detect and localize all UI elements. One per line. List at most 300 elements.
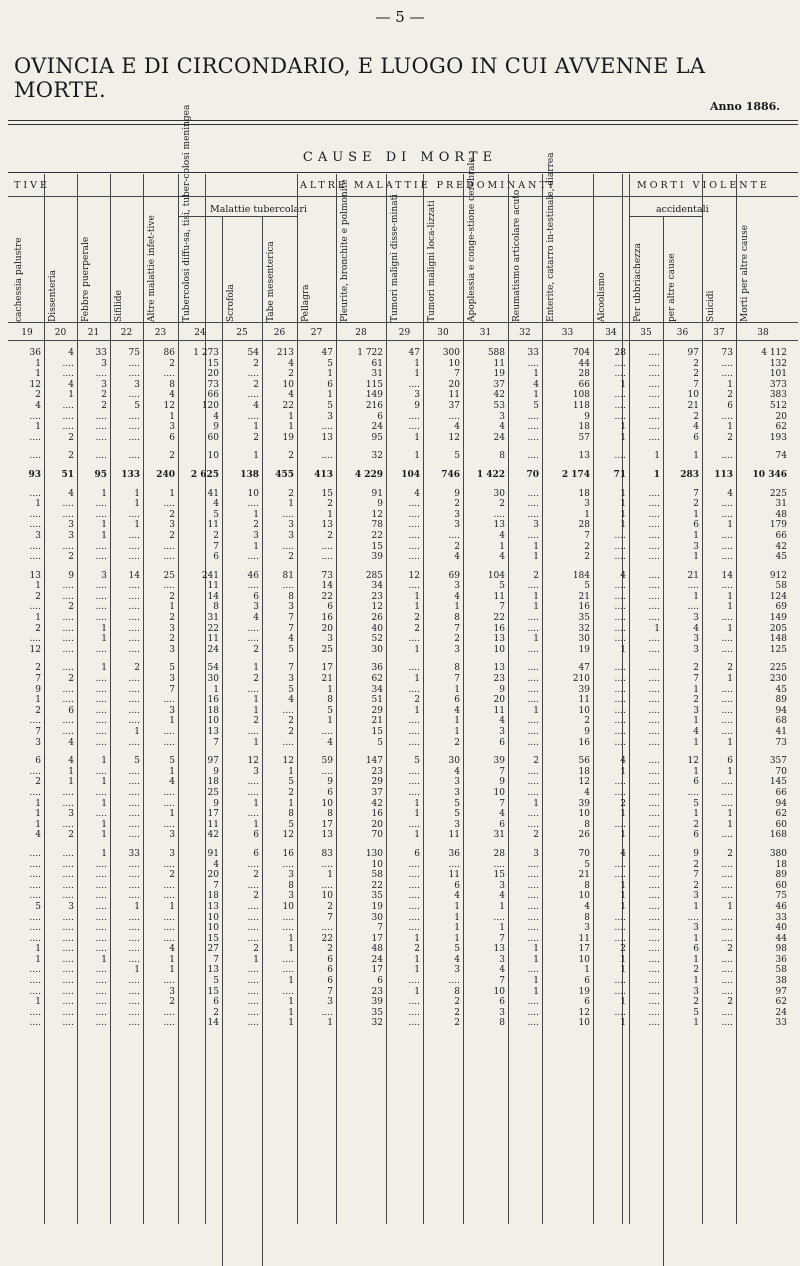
table-cell: 28 <box>578 369 590 380</box>
table-cell: .... <box>247 1018 259 1029</box>
table-cell: .... <box>687 912 699 923</box>
table-cell: .... <box>62 358 74 369</box>
column-label-29: Tumori maligni disse-minati <box>390 193 400 322</box>
table-cell: .... <box>648 727 660 737</box>
table-cell: 1 <box>693 451 699 462</box>
table-cell: 5 <box>288 819 294 830</box>
table-cell: 91 <box>207 848 219 859</box>
table-cell: 2 <box>68 451 74 462</box>
table-cell: .... <box>527 901 539 912</box>
table-cell: 24 <box>371 422 383 433</box>
table-cell: 33 <box>527 348 539 358</box>
table-cell: 1 <box>454 912 460 923</box>
table-cell: 3 <box>499 954 505 965</box>
table-cell: 1 <box>620 509 626 520</box>
table-cell: 1 <box>414 809 420 820</box>
table-cell: 5 <box>693 798 699 809</box>
table-cell: .... <box>95 986 107 997</box>
table-cell: 4 <box>454 705 460 716</box>
table-cell: 62 <box>775 809 787 820</box>
table-cell: .... <box>95 369 107 380</box>
table-cell: 8 <box>584 880 590 891</box>
table-cell: 2 <box>454 541 460 552</box>
table-cell: 2 <box>134 663 140 674</box>
table-cell: .... <box>648 705 660 716</box>
table-cell: .... <box>128 432 140 443</box>
table-cell: 9 <box>454 488 460 499</box>
table-cell: 3 <box>584 923 590 934</box>
table-row <box>10 581 790 592</box>
table-cell: 6 <box>327 379 333 390</box>
table-cell: .... <box>614 819 626 830</box>
table-cell: 1 <box>68 766 74 777</box>
table-cell: .... <box>721 552 733 563</box>
table-cell: 193 <box>769 432 787 443</box>
table-cell: 4 <box>68 756 74 767</box>
table-cell: 1 <box>533 954 539 965</box>
table-cell: 28 <box>493 848 505 859</box>
table-cell: .... <box>247 912 259 923</box>
table-cell: .... <box>721 859 733 870</box>
table-cell: 4 <box>414 488 420 499</box>
column-number-26: 26 <box>273 328 286 338</box>
table-cell: .... <box>29 870 41 881</box>
table-cell: 10 <box>578 705 590 716</box>
table-cell: .... <box>614 870 626 881</box>
table-cell: 1 <box>288 933 294 944</box>
table-cell: 13 <box>207 901 219 912</box>
table-cell: 6 <box>727 400 733 411</box>
table-cell: 16 <box>207 695 219 706</box>
table-cell: 16 <box>371 809 383 820</box>
table-cell: .... <box>648 954 660 965</box>
table-cell: .... <box>247 369 259 380</box>
table-cell: 1 <box>169 488 175 499</box>
table-cell: 8 <box>454 663 460 674</box>
table-cell: .... <box>648 891 660 902</box>
table-cell: .... <box>321 1007 333 1018</box>
table-cell: 1 <box>288 1018 294 1029</box>
table-cell: 34 <box>371 684 383 695</box>
column-number-38: 38 <box>757 328 769 338</box>
table-row <box>10 849 790 860</box>
table-cell: 2 <box>727 663 733 674</box>
table-cell: 1 <box>533 390 539 401</box>
header-rule <box>8 196 798 197</box>
table-cell: .... <box>128 390 140 401</box>
column-number-36: 36 <box>676 328 689 338</box>
table-cell: 3 <box>169 986 175 997</box>
table-row <box>10 1008 790 1019</box>
table-cell: .... <box>95 880 107 891</box>
table-cell: 1 <box>327 684 333 695</box>
table-cell: 11 <box>207 581 219 592</box>
table-cell: 11 <box>493 591 505 602</box>
table-cell: 13 <box>321 520 333 531</box>
table-cell: .... <box>62 369 74 380</box>
table-cell: 1 <box>454 716 460 727</box>
table-cell: 7 <box>454 369 460 380</box>
column-label-36: per altre cause <box>667 253 677 322</box>
table-cell: 9 <box>584 727 590 737</box>
table-cell: 2 <box>584 552 590 563</box>
table-cell: 51 <box>61 469 74 480</box>
table-cell: .... <box>95 859 107 870</box>
table-cell: 2 <box>101 400 107 411</box>
table-cell: 373 <box>769 379 787 390</box>
table-cell: 4 <box>499 422 505 433</box>
table-cell: 120 <box>201 400 219 411</box>
table-cell: .... <box>128 581 140 592</box>
table-cell: 31 <box>493 830 505 841</box>
table-cell: .... <box>128 954 140 965</box>
table-cell: 1 <box>620 997 626 1008</box>
table-cell: 2 <box>693 499 699 510</box>
table-cell: .... <box>648 859 660 870</box>
table-cell: 5 <box>288 684 294 695</box>
table-cell: .... <box>128 716 140 727</box>
table-cell: 455 <box>275 469 294 480</box>
table-cell: 59 <box>321 756 333 767</box>
section-left: TIVE <box>14 180 50 191</box>
table-cell: .... <box>62 581 74 592</box>
table-cell: 1 <box>253 737 259 748</box>
table-cell: 7 <box>499 976 505 987</box>
table-cell: 23 <box>371 591 383 602</box>
table-cell: .... <box>648 411 660 422</box>
table-cell: 33 <box>95 348 107 358</box>
column-label-23: Altre malattie infet-tive <box>147 215 157 322</box>
row-spacer <box>10 563 790 571</box>
table-cell: 10 <box>493 986 505 997</box>
column-number-19: 19 <box>21 328 33 338</box>
table-cell: .... <box>527 891 539 902</box>
table-cell: 4 <box>454 422 460 433</box>
table-cell: 3 <box>35 737 41 748</box>
table-cell: .... <box>527 358 539 369</box>
table-cell: 3 <box>499 1007 505 1018</box>
table-cell: 16 <box>321 613 333 624</box>
table-cell: .... <box>29 880 41 891</box>
table-cell: .... <box>128 737 140 748</box>
table-row <box>10 965 790 976</box>
table-cell: .... <box>408 520 420 531</box>
table-cell: 4 <box>454 766 460 777</box>
table-cell: .... <box>493 912 505 923</box>
table-cell: 6 <box>727 756 733 767</box>
table-cell: .... <box>95 422 107 433</box>
table-cell: 66 <box>775 787 787 798</box>
table-cell: 73 <box>207 379 219 390</box>
table-cell: .... <box>648 737 660 748</box>
table-cell: .... <box>247 787 259 798</box>
table-cell: 2 <box>584 541 590 552</box>
table-cell: 3 <box>327 411 333 422</box>
table-cell: .... <box>408 379 420 390</box>
table-cell: .... <box>29 848 41 859</box>
table-cell: .... <box>128 766 140 777</box>
table-cell: 1 <box>533 591 539 602</box>
table-row <box>10 870 790 881</box>
table-cell: .... <box>128 809 140 820</box>
table-cell: .... <box>128 830 140 841</box>
table-cell: .... <box>614 451 626 462</box>
table-cell: 4 <box>499 716 505 727</box>
table-cell: 9 <box>584 411 590 422</box>
table-cell: .... <box>95 695 107 706</box>
table-cell: .... <box>648 756 660 767</box>
table-cell: 1 <box>253 819 259 830</box>
table-cell: 2 <box>169 613 175 624</box>
column-label-37: Suicidi <box>706 290 716 322</box>
table-cell: .... <box>448 859 460 870</box>
table-cell: .... <box>128 634 140 645</box>
table-cell: 9 <box>499 777 505 788</box>
table-cell: 1 <box>253 663 259 674</box>
table-cell: 73 <box>775 737 787 748</box>
table-cell: .... <box>614 634 626 645</box>
table-cell: 1 <box>414 358 420 369</box>
table-cell: .... <box>527 766 539 777</box>
table-cell: .... <box>527 787 539 798</box>
table-cell: 17 <box>207 809 219 820</box>
table-cell: .... <box>408 777 420 788</box>
table-cell: 2 <box>288 716 294 727</box>
table-cell: 13 <box>493 520 505 531</box>
table-cell: 32 <box>578 623 590 634</box>
table-cell: 10 <box>493 644 505 655</box>
table-cell: 12 <box>282 830 294 841</box>
table-cell: 1 722 <box>357 348 383 358</box>
table-cell: 2 <box>693 695 699 706</box>
table-cell: 2 <box>213 1007 219 1018</box>
table-cell: .... <box>62 848 74 859</box>
table-cell: .... <box>648 1018 660 1029</box>
table-cell: .... <box>282 965 294 976</box>
table-cell: 6 <box>584 976 590 987</box>
table-cell: .... <box>282 912 294 923</box>
table-cell: 3 <box>533 848 539 859</box>
table-cell: .... <box>29 432 41 443</box>
table-cell: .... <box>128 422 140 433</box>
table-cell: .... <box>614 581 626 592</box>
table-cell: 2 <box>414 623 420 634</box>
table-cell: 2 <box>620 944 626 955</box>
table-cell: 75 <box>128 348 140 358</box>
table-cell: 22 <box>321 591 333 602</box>
table-row <box>10 645 790 656</box>
column-label-19: cachessia palustre <box>14 237 24 322</box>
table-cell: 7 <box>693 870 699 881</box>
table-cell: 2 <box>454 634 460 645</box>
table-cell: .... <box>282 705 294 716</box>
table-cell: 4 <box>620 756 626 767</box>
table-cell: 5 <box>288 777 294 788</box>
table-cell: 1 <box>101 634 107 645</box>
table-cell: 5 <box>533 400 539 411</box>
table-cell: 1 <box>454 933 460 944</box>
table-cell: .... <box>29 923 41 934</box>
table-row <box>10 401 790 412</box>
table-cell: 26 <box>371 613 383 624</box>
table-cell: .... <box>62 1007 74 1018</box>
table-cell: .... <box>648 901 660 912</box>
table-cell: 1 <box>727 520 733 531</box>
table-cell: 9 <box>213 766 219 777</box>
table-cell: 4 <box>213 411 219 422</box>
table-cell: 3 <box>35 530 41 541</box>
table-cell: 4 <box>288 695 294 706</box>
table-cell: 1 <box>134 901 140 912</box>
table-cell: 6 <box>693 432 699 443</box>
table-cell: 1 <box>693 766 699 777</box>
table-cell: 20 <box>321 623 333 634</box>
table-cell: .... <box>721 830 733 841</box>
table-cell: 14 <box>207 1018 219 1029</box>
table-cell: 149 <box>769 613 787 624</box>
table-cell: 2 <box>288 369 294 380</box>
table-cell: .... <box>62 613 74 624</box>
table-cell: 3 <box>169 830 175 841</box>
column-label-32: Reumatismo articolare acuto <box>512 189 522 322</box>
table-cell: 115 <box>365 379 383 390</box>
table-cell: 8 <box>454 613 460 624</box>
table-cell: .... <box>648 923 660 934</box>
subsection-tubercolari: Malattie tubercolari <box>210 204 307 215</box>
table-cell: 4 <box>693 623 699 634</box>
table-cell: 4 <box>169 390 175 401</box>
table-cell: .... <box>321 541 333 552</box>
table-cell: .... <box>282 509 294 520</box>
table-cell: 2 <box>169 591 175 602</box>
table-cell: 8 <box>213 602 219 613</box>
table-cell: 11 <box>578 933 590 944</box>
table-cell: 4 <box>68 488 74 499</box>
table-cell: 17 <box>371 933 383 944</box>
table-cell: .... <box>687 602 699 613</box>
table-row <box>10 777 790 788</box>
table-cell: 147 <box>365 756 383 767</box>
table-cell: .... <box>648 716 660 727</box>
table-cell: 11 <box>207 819 219 830</box>
table-cell: 1 <box>68 777 74 788</box>
table-cell: 1 <box>414 602 420 613</box>
table-cell: .... <box>408 509 420 520</box>
table-cell: 2 <box>68 830 74 841</box>
table-cell: .... <box>62 976 74 987</box>
table-cell: 11 <box>448 390 460 401</box>
table-cell: .... <box>95 809 107 820</box>
table-cell: 5 <box>454 944 460 955</box>
table-cell: 1 <box>288 997 294 1008</box>
table-cell: 25 <box>163 570 175 581</box>
table-cell: .... <box>408 581 420 592</box>
table-row <box>10 1018 790 1029</box>
table-row <box>10 706 790 717</box>
table-cell: 36 <box>371 663 383 674</box>
column-number-34: 34 <box>605 328 617 338</box>
table-cell: 4 112 <box>761 348 787 358</box>
table-cell: 13 <box>207 965 219 976</box>
table-cell: 1 <box>169 901 175 912</box>
table-cell: .... <box>527 870 539 881</box>
table-cell: 912 <box>769 570 787 581</box>
table-cell: .... <box>408 901 420 912</box>
table-row <box>10 913 790 924</box>
table-cell: 4 <box>620 848 626 859</box>
table-cell: 21 <box>578 591 590 602</box>
table-cell: .... <box>527 912 539 923</box>
table-cell: .... <box>321 451 333 462</box>
table-cell: 32 <box>371 1018 383 1029</box>
table-row <box>10 830 790 841</box>
table-cell: .... <box>62 787 74 798</box>
column-label-35: Per ubbriachezza <box>633 242 643 322</box>
table-cell: .... <box>282 954 294 965</box>
table-cell: 17 <box>321 819 333 830</box>
table-cell: 148 <box>769 634 787 645</box>
table-cell: .... <box>128 411 140 422</box>
table-cell: .... <box>527 581 539 592</box>
table-cell: .... <box>527 422 539 433</box>
table-cell: .... <box>614 777 626 788</box>
table-cell: .... <box>614 737 626 748</box>
table-cell: .... <box>128 684 140 695</box>
table-cell: 1 <box>288 1007 294 1018</box>
table-cell: 5 <box>134 756 140 767</box>
table-cell: .... <box>29 552 41 563</box>
table-cell: .... <box>721 727 733 737</box>
table-cell: 1 <box>253 954 259 965</box>
table-cell: .... <box>448 976 460 987</box>
table-cell: 10 <box>578 809 590 820</box>
table-cell: 13 <box>493 663 505 674</box>
table-cell: 1 <box>253 451 259 462</box>
table-cell: 1 <box>101 777 107 788</box>
table-cell: 380 <box>769 848 787 859</box>
table-cell: .... <box>687 787 699 798</box>
table-cell: .... <box>614 541 626 552</box>
table-cell: 1 <box>620 644 626 655</box>
table-cell: 240 <box>156 469 175 480</box>
table-cell: 1 <box>454 684 460 695</box>
table-cell: 3 <box>68 809 74 820</box>
table-cell: 1 <box>414 674 420 685</box>
table-cell: 33 <box>775 1018 787 1029</box>
header-rule <box>629 216 702 217</box>
table-cell: 5 <box>327 358 333 369</box>
table-row <box>10 955 790 966</box>
table-cell: 4 <box>454 891 460 902</box>
table-row <box>10 767 790 778</box>
table-cell: .... <box>648 819 660 830</box>
table-cell: .... <box>128 819 140 830</box>
table-cell: .... <box>648 509 660 520</box>
table-cell: 1 <box>35 695 41 706</box>
table-cell: 4 <box>35 830 41 841</box>
table-cell: 58 <box>371 870 383 881</box>
table-cell: 47 <box>578 663 590 674</box>
table-cell: 1 <box>620 432 626 443</box>
table-cell: .... <box>721 581 733 592</box>
table-cell: 2 <box>414 695 420 706</box>
table-cell: .... <box>527 499 539 510</box>
table-cell: 3 <box>101 358 107 369</box>
table-cell: 1 <box>35 809 41 820</box>
table-cell: 4 <box>327 737 333 748</box>
table-cell: .... <box>321 422 333 433</box>
table-cell: .... <box>527 623 539 634</box>
